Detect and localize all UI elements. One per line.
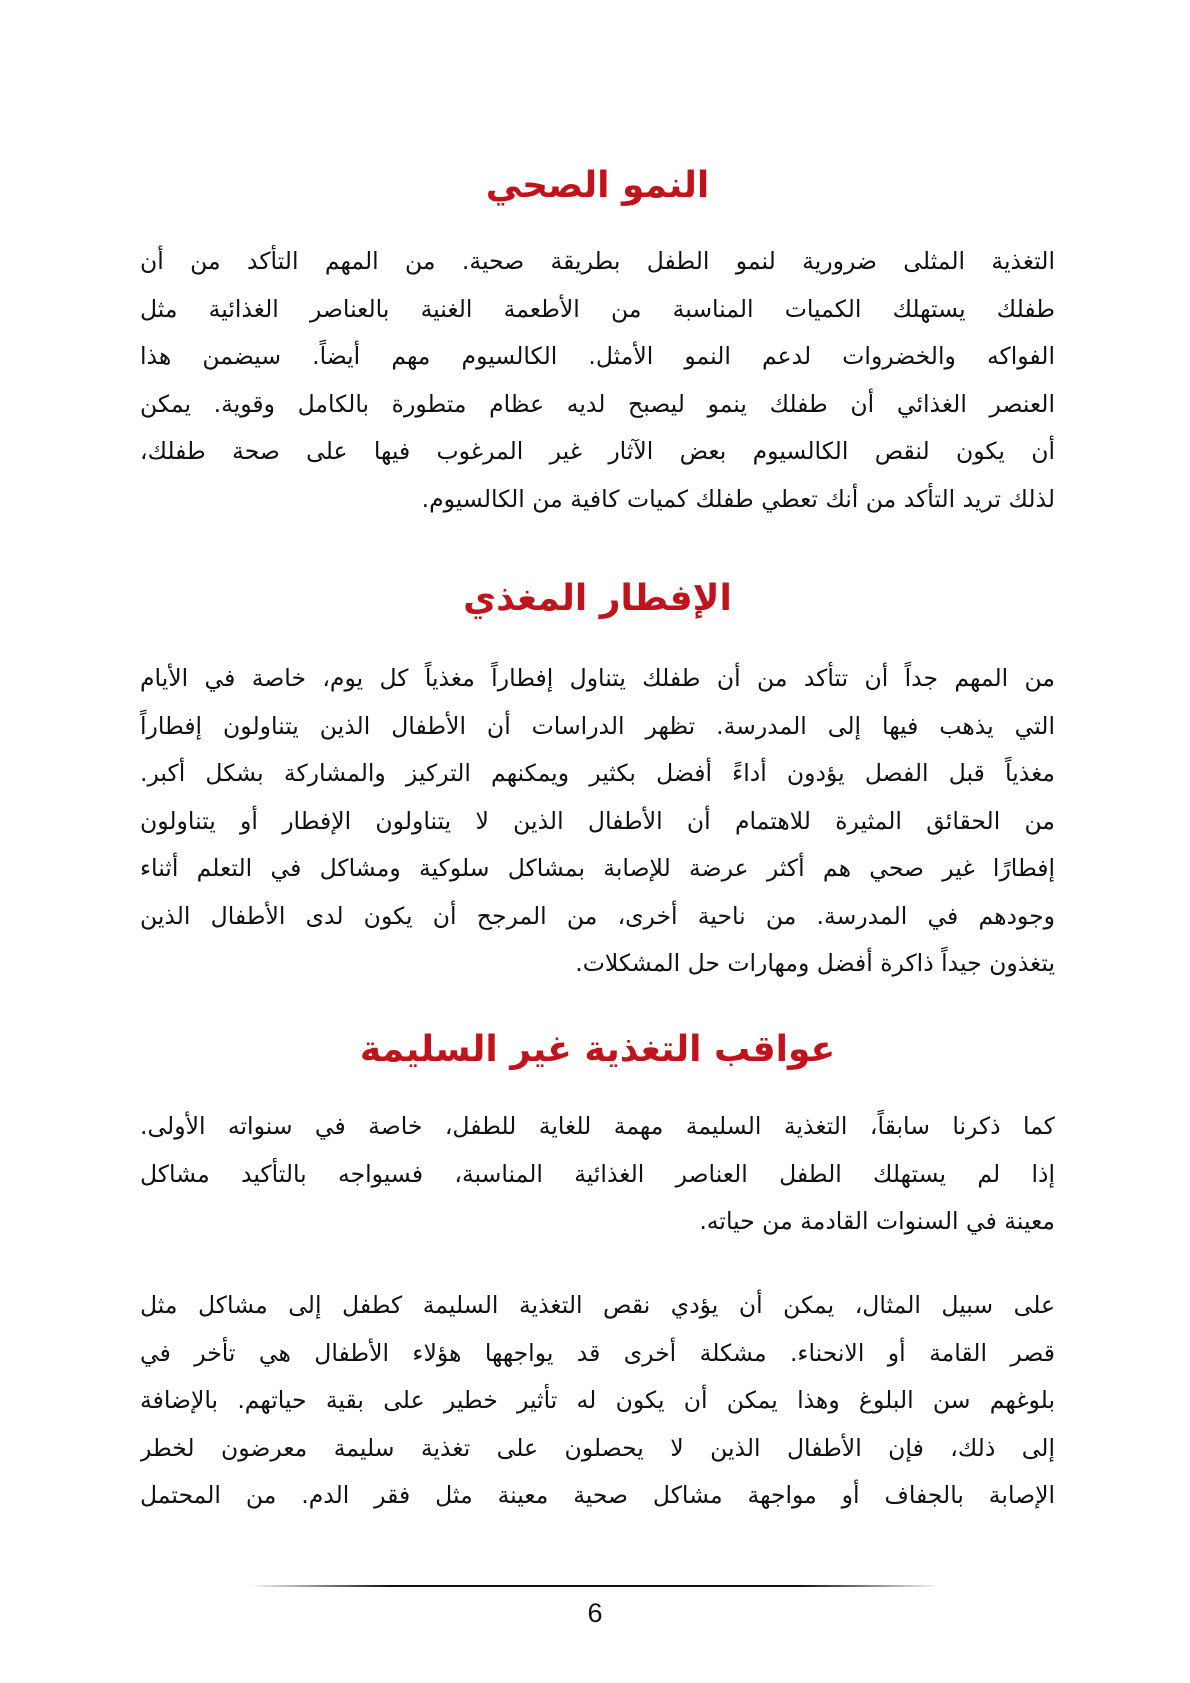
text-line: من المهم جداً أن تتأكد من أن طفلك يتناول إفطاراً مغذياً كل يوم، خاصة في الأيام: [140, 664, 1055, 692]
text-line: التغذية المثلى ضرورية لنمو الطفل بطريقة صحية. من المهم التأكد من أن: [140, 247, 1055, 275]
text-line: الفواكه والخضروات لدعم النمو الأمثل. الكالسيوم مهم أيضاً. سيضمن هذا: [140, 342, 1055, 370]
section-heading-malnutrition-consequences: عواقب التغذية غير السليمة: [359, 1029, 836, 1070]
text-line: الإصابة بالجفاف أو مواجهة مشاكل صحية معينة مثل فقر الدم. من المحتمل: [140, 1481, 1055, 1509]
text-line: مغذياً قبل الفصل يؤدون أداءً أفضل بكثير ويمكنهم التركيز والمشاركة بشكل أكبر.: [140, 759, 1055, 787]
section-heading-nutritious-breakfast: الإفطار المغذي: [463, 578, 732, 619]
text-line: وجودهم في المدرسة. من ناحية أخرى، من المرجح أن يكون لدى الأطفال الذين: [140, 901, 1055, 930]
paragraph-nutritious-breakfast: [140, 655, 1055, 988]
text-line: يتغذون جيداً ذاكرة أفضل ومهارات حل المشكلات.: [575, 949, 1055, 977]
text-line: كما ذكرنا سابقاً، التغذية السليمة مهمة للغاية للطفل، خاصة في سنواته الأولى.: [140, 1112, 1055, 1140]
text-line: بلوغهم سن البلوغ وهذا يمكن أن يكون له تأثير خطير على بقية حياتهم. بالإضافة: [140, 1386, 1055, 1414]
text-line: العنصر الغذائي أن طفلك ينمو ليصبح لديه عظام متطورة بالكامل وقوية. يمكن: [140, 389, 1055, 418]
text-line: التي يذهب فيها إلى المدرسة. تظهر الدراسات أن الأطفال الذين يتناولون إفطاراً: [140, 711, 1055, 740]
text-line: على سبيل المثال، يمكن أن يؤدي نقص التغذية السليمة كطفل إلى مشاكل مثل: [140, 1291, 1055, 1319]
footer-divider: [255, 1585, 935, 1587]
paragraph-malnutrition-examples: [140, 1282, 1055, 1520]
text-line: لذلك تريد التأكد من أنك تعطي طفلك كميات كافية من الكالسيوم.: [421, 484, 1055, 513]
text-line: طفلك يستهلك الكميات المناسبة من الأطعمة الغنية بالعناصر الغذائية مثل: [140, 294, 1055, 323]
text-line: قصر القامة أو الانحناء. مشكلة أخرى قد يواجهها هؤلاء الأطفال هي تأخر في: [140, 1338, 1055, 1367]
page-number: 6: [587, 1598, 603, 1628]
text-line: معينة في السنوات القادمة من حياته.: [699, 1207, 1055, 1235]
text-line: إفطارًا غير صحي هم أكثر عرضة للإصابة بمشاكل سلوكية ومشاكل في التعلم أثناء: [140, 854, 1055, 882]
text-line: من الحقائق المثيرة للاهتمام أن الأطفال الذين لا يتناولون الإفطار أو يتناولون: [140, 806, 1055, 835]
text-line: إذا لم يستهلك الطفل العناصر الغذائية المناسبة، فسيواجه بالتأكيد مشاكل: [140, 1159, 1055, 1188]
paragraph-healthy-growth: [140, 238, 1055, 523]
section-heading-healthy-growth: النمو الصحي: [485, 165, 710, 206]
text-line: إلى ذلك، فإن الأطفال الذين لا يحصلون على تغذية سليمة معرضون لخطر: [140, 1433, 1055, 1462]
text-line: أن يكون لنقص الكالسيوم بعض الآثار غير المرغوب فيها على صحة طفلك،: [140, 437, 1055, 465]
paragraph-malnutrition-intro: [140, 1103, 1055, 1246]
